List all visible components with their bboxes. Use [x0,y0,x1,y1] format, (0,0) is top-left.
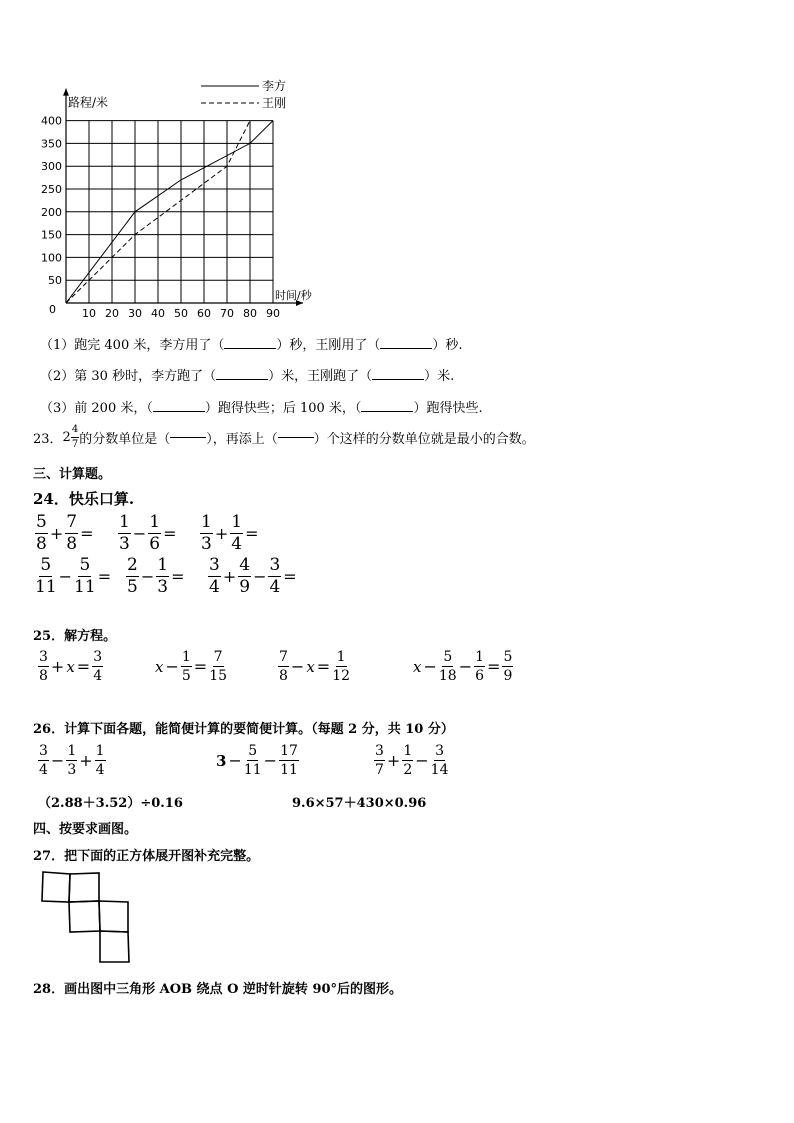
y-tick-label: 200 [41,205,62,219]
mixed-number: 2 $\frac{4}{7}$ [62,424,79,450]
chart-axes [63,89,303,306]
cube-net-square-2 [69,873,99,902]
q26-expr-5: 9.6×57＋430×0.96 [292,796,427,811]
q26-expr-2: 3 − $\frac{5}{11}$ − $\frac{17}{11}$ [216,743,298,778]
x-tick-label: 90 [266,307,280,320]
q25-eq-3: $\frac{7}{8}$ − x = $\frac{1}{12}$ [279,649,351,684]
cube-net-square-4 [99,901,128,932]
cube-net-square-3 [69,901,100,932]
q26-title: 26．计算下面各题，能简便计算的要简便计算。（每题 2 分，共 10 分） [33,722,454,737]
y-tick-label: 350 [41,137,62,151]
x-tick-label: 80 [243,307,257,320]
q25-title: 25．解方程。 [33,629,117,644]
distance-time-chart [30,70,350,330]
y-axis-arrow [63,89,69,96]
q25-eq-4: x − $\frac{5}{18}$ − $\frac{1}{6}$ = $\frac{5}{9}$ [413,649,513,684]
q26-expr-3: $\frac{3}{7}$ + $\frac{1}{2}$ − $\frac{3}{14}$ [375,743,449,778]
q24-item-6: $\frac{3}{4}$ + $\frac{4}{9}$ − $\frac{3}{4}$ = [209,555,297,597]
q28-title: 28．画出图中三角形 AOB 绕点 O 逆时针旋转 90°后的图形。 [33,982,403,997]
x-tick-label: 70 [220,307,234,320]
q26-expr-1: $\frac{3}{4}$ − $\frac{1}{3}$ + $\frac{1}{4}$ [39,743,105,778]
origin-label: 0 [49,303,56,316]
q24-item-4: $\frac{5}{11}$ − $\frac{5}{11}$ = [35,555,112,597]
cube-net-square-5 [100,931,129,962]
y-tick-label: 150 [41,228,62,242]
q25-eq-2: x − $\frac{1}{5}$ = $\frac{7}{15}$ [155,649,228,684]
q22-sub2: （2）第 30 秒时，李方跑了（ ）米，王刚跑了（ ）米. [40,369,455,384]
legend-label-1: 李方 [262,79,287,93]
cube-net-square-1 [42,872,70,902]
cube-net-figure [40,870,132,965]
y-axis-label: 路程/米 [68,95,109,110]
y-tick-label: 250 [41,183,62,196]
q24-item-3: $\frac{1}{3}$ + $\frac{1}{4}$ = [201,512,259,554]
x-tick-label: 40 [151,307,165,320]
y-tick-label: 100 [41,251,62,265]
q26-expr-4: （2.88＋3.52）÷0.16 [38,796,183,811]
y-tick-label: 400 [41,114,62,128]
section-3-heading: 三、计算题。 [33,467,112,482]
x-tick-label: 30 [128,307,142,320]
chart-legend [201,78,286,110]
q27-title: 27．把下面的正方体展开图补充完整。 [33,849,260,864]
q25-eq-1: $\frac{3}{8}$ + x = $\frac{3}{4}$ [39,649,103,684]
y-tick-label: 50 [48,274,62,288]
chart-labels [41,95,313,320]
legend-label-2: 王刚 [262,96,287,110]
q22-sub3: （3）前 200 米，（ ）跑得快些；后 100 米，（ ）跑得快些. [40,401,483,416]
x-tick-label: 50 [174,307,188,320]
q23: 23． 2 $\frac{4}{7}$ 的分数单位是（ ），再添上（ ）个这样的分数单位就是最小的合数。 [33,424,535,450]
q24-item-2: $\frac{1}{3}$ − $\frac{1}{6}$ = [119,512,177,554]
q24-item-5: $\frac{2}{5}$ − $\frac{1}{3}$ = [127,555,185,597]
section-4-heading: 四、按要求画图。 [33,822,138,837]
q22-sub1: （1）跑完 400 米，李方用了（ ）秒，王刚用了（ ）秒. [40,338,463,353]
x-tick-label: 60 [197,307,211,320]
x-tick-label: 10 [82,307,96,320]
q24-item-1: $\frac{5}{8}$ + $\frac{7}{8}$ = [36,512,94,554]
x-axis-label: 时间/秒 [275,289,312,302]
q24-title: 24．快乐口算. [33,490,135,508]
y-tick-label: 300 [41,160,62,174]
x-tick-label: 20 [105,307,119,320]
